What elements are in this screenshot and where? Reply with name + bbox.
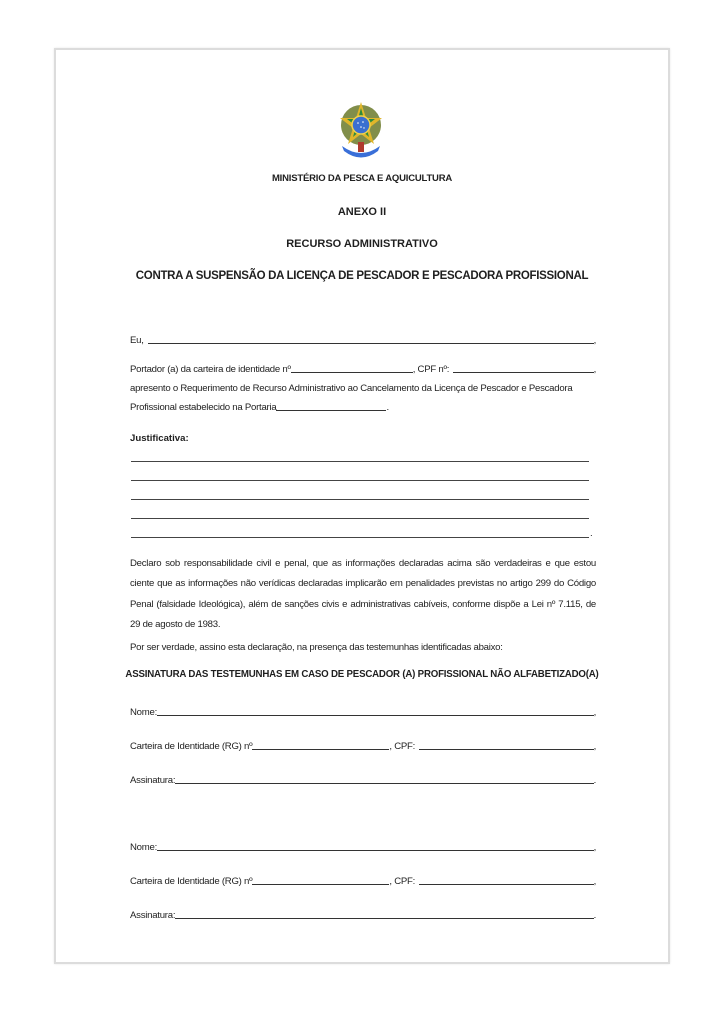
line-end-comma: , [593,335,596,346]
rg-label: Carteira de Identidade (RG) nº [130,741,253,752]
witness-2-signature-row [130,908,596,921]
name-label: Nome: [130,842,158,853]
cpf-label: , CPF nº: [412,364,450,375]
ministry-name: MINISTÉRIO DA PESCA E AQUICULTURA [271,173,453,184]
witness-2-name-row [130,840,596,853]
profissional-text: Profissional estabelecido na Portaria [130,402,277,413]
comma: , [593,842,596,853]
justification-line-1[interactable] [131,461,589,462]
declaration-closing: Por ser verdade, assino esta declaração, na presença das testemunhas identificadas abaixo: [130,642,503,653]
portaria-field[interactable] [276,400,389,413]
justification-line-4[interactable] [131,518,589,519]
signature-label: Assinatura: [130,775,176,786]
period: . [386,402,389,413]
witness-1-name-row [130,705,596,718]
cpf-label: , CPF: [389,876,416,887]
witness-1-cpf-field[interactable] [419,739,594,750]
document-subtitle: CONTRA A SUSPENSÃO DA LICENÇA DE PESCADOR E PESCADORA PROFISSIONAL [135,270,589,282]
justification-line-3[interactable] [131,499,589,500]
witness-2-cpf-field[interactable] [419,874,594,885]
witness-2-name-field[interactable] [157,840,594,851]
applicant-name-row [130,333,596,346]
witness-1-signature-row [130,773,596,786]
witness-2-id-row [130,874,596,887]
witness-1-rg-field[interactable] [252,739,389,750]
cpf-field[interactable] [453,362,593,373]
document-title: RECURSO ADMINISTRATIVO [286,238,438,250]
cpf-label: , CPF: [389,741,416,752]
eu-label: Eu, [130,335,144,346]
justification-line-2[interactable] [131,480,589,481]
witness-2-rg-field[interactable] [252,874,389,885]
comma: , [593,876,596,887]
line-end-comma: , [593,364,596,375]
period: . [593,775,596,786]
witness-2-signature-field[interactable] [175,908,593,919]
justification-line-5[interactable] [131,537,589,538]
comma: , [593,707,596,718]
witnesses-title: ASSINATURA DAS TESTEMUNHAS EM CASO DE PESCADOR (A) PROFISSIONAL NÃO ALFABETIZADO(A) [125,669,599,680]
period: . [593,910,596,921]
witness-1-signature-field[interactable] [175,773,593,784]
justification-label: Justificativa: [130,433,189,444]
rg-label: Carteira de Identidade (RG) nº [130,876,253,887]
brazil-coat-of-arms-icon [336,98,386,164]
justification-end: . [590,528,593,539]
comma: , [593,741,596,752]
identity-number-field[interactable] [291,362,413,373]
applicant-name-field[interactable] [148,333,594,344]
apresento-text: apresento o Requerimento de Recurso Administrativo ao Cancelamento da Licença de Pescador e Pescadora [130,383,573,394]
signature-label: Assinatura: [130,910,176,921]
declaration-paragraph: Declaro sob responsabilidade civil e penal, que as informações declaradas acima são verdadeiras e que estou ciente que as informações não verídicas declaradas implicarão em penalidades previstas no artigo 299 do Código Penal (falsidade Ideológica), além de sanções civis e administrativas cabíveis, conforme dispõe a Lei nº 7.115, de 29 de agosto de 1983. [130,558,596,630]
name-label: Nome: [130,707,158,718]
applicant-id-row [130,362,596,375]
annex-label: ANEXO II [337,206,387,218]
portaria-row [130,400,389,413]
portador-label: Portador (a) da carteira de identidade nº [130,364,291,375]
witness-1-name-field[interactable] [157,705,594,716]
declaration-block [130,554,596,635]
witness-1-id-row [130,739,596,752]
document-page [54,48,670,964]
